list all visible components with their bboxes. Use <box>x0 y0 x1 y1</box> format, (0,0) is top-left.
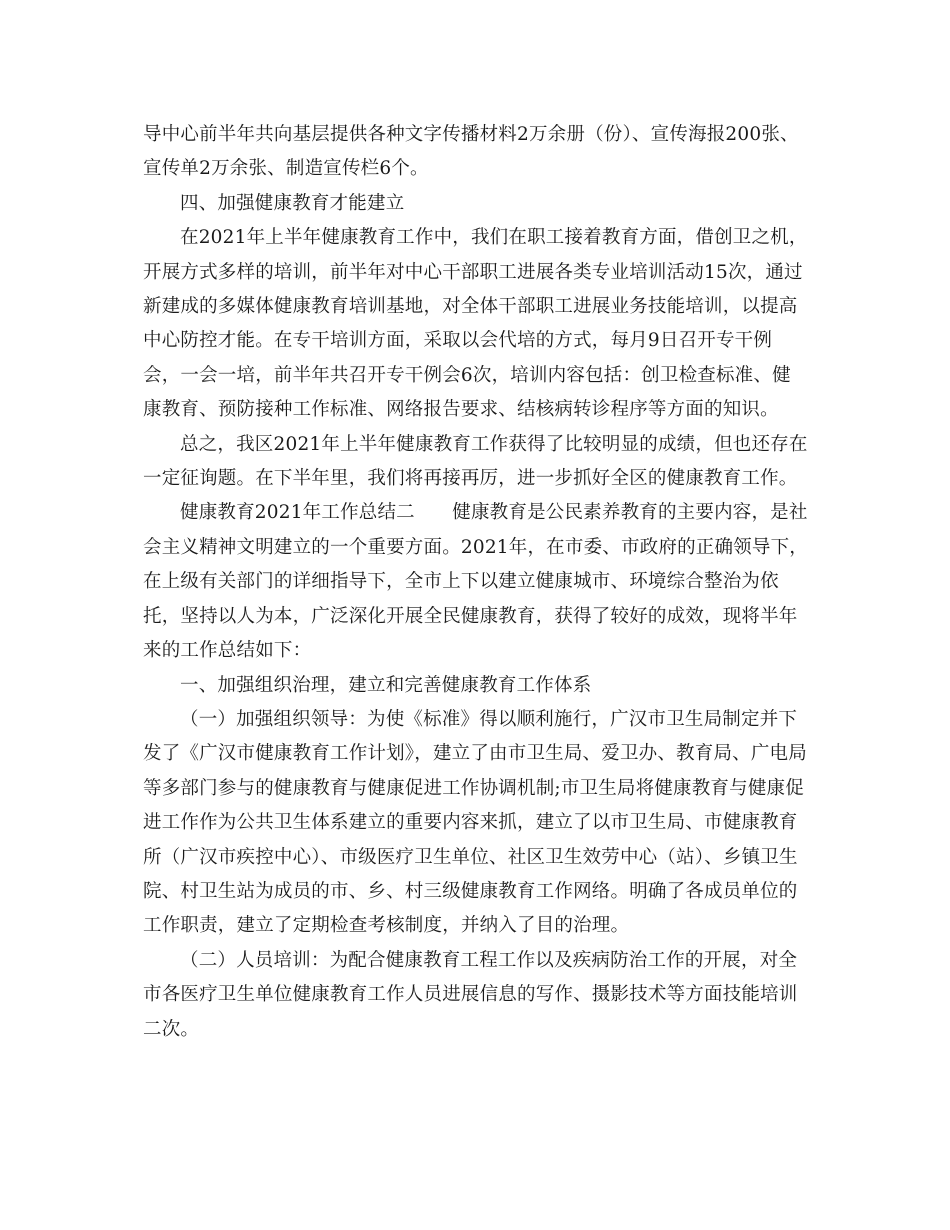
heading-section-four: 四、加强健康教育才能建立 <box>180 192 405 214</box>
heading-section-one: 一、加强组织治理，建立和完善健康教育工作体系 <box>180 674 592 696</box>
document-body <box>143 118 809 1047</box>
paragraph-conclusion: 总之，我区2021年上半年健康教育工作获得了比较明显的成绩，但也还存在一定征询题。在下半年里，我们将再接再厉，进一步抓好全区的健康教育工作。 <box>143 433 808 490</box>
paragraph-materials-continued: 导中心前半年共向基层提供各种文字传播材料2万余册（份）、宣传海报200张、宣传单2万余张、制造宣传栏6个。 <box>143 124 799 180</box>
paragraph-summary-two-intro: 健康教育2021年工作总结二 健康教育是公民素养教育的主要内容，是社会主义精神文明建立的一个重要方面。2021年，在市委、市政府的正确领导下，在上级有关部门的详细指导下，全市上下以建立健康城市、环境综合整治为依托，坚持以人为本，广泛深化开展全民健康教育，获得了较好的成效，现将半年来的工作总结如下： <box>143 502 808 662</box>
paragraph-staff-training: （二）人员培训：为配合健康教育工程工作以及疾病防治工作的开展，对全市各医疗卫生单位健康教育工作人员进展信息的写作、摄影技术等方面技能培训二次。 <box>143 949 798 1040</box>
paragraph-organization-leadership: （一）加强组织领导：为使《标准》得以顺利施行，广汉市卫生局制定并下发了《广汉市健康教育工作计划》，建立了由市卫生局、爱卫办、教育局、广电局等多部门参与的健康教育与健康促进工作协调机制;市卫生局将健康教育与健康促进工作作为公共卫生体系建立的重要内容来抓，建立了以市卫生局、市健康教育所（广汉市疾控中心）、市级医疗卫生单位、社区卫生效劳中心（站）、乡镇卫生院、村卫生站为成员的市、乡、村三级健康教育工作网络。明确了各成员单位的工作职责，建立了定期检查考核制度，并纳入了目的治理。 <box>143 708 807 937</box>
paragraph-training: 在2021年上半年健康教育工作中，我们在职工接着教育方面，借创卫之机，开展方式多样的培训，前半年对中心干部职工进展各类专业培训活动15次，通过新建成的多媒体健康教育培训基地，对全体干部职工进展业务技能培训，以提高中心防控才能。在专干培训方面，采取以会代培的方式，每月9日召开专干例会，一会一培，前半年共召开专干例会6次，培训内容包括：创卫检查标准、健康教育、预防接种工作标准、网络报告要求、结核病转诊程序等方面的知识。 <box>143 227 808 421</box>
